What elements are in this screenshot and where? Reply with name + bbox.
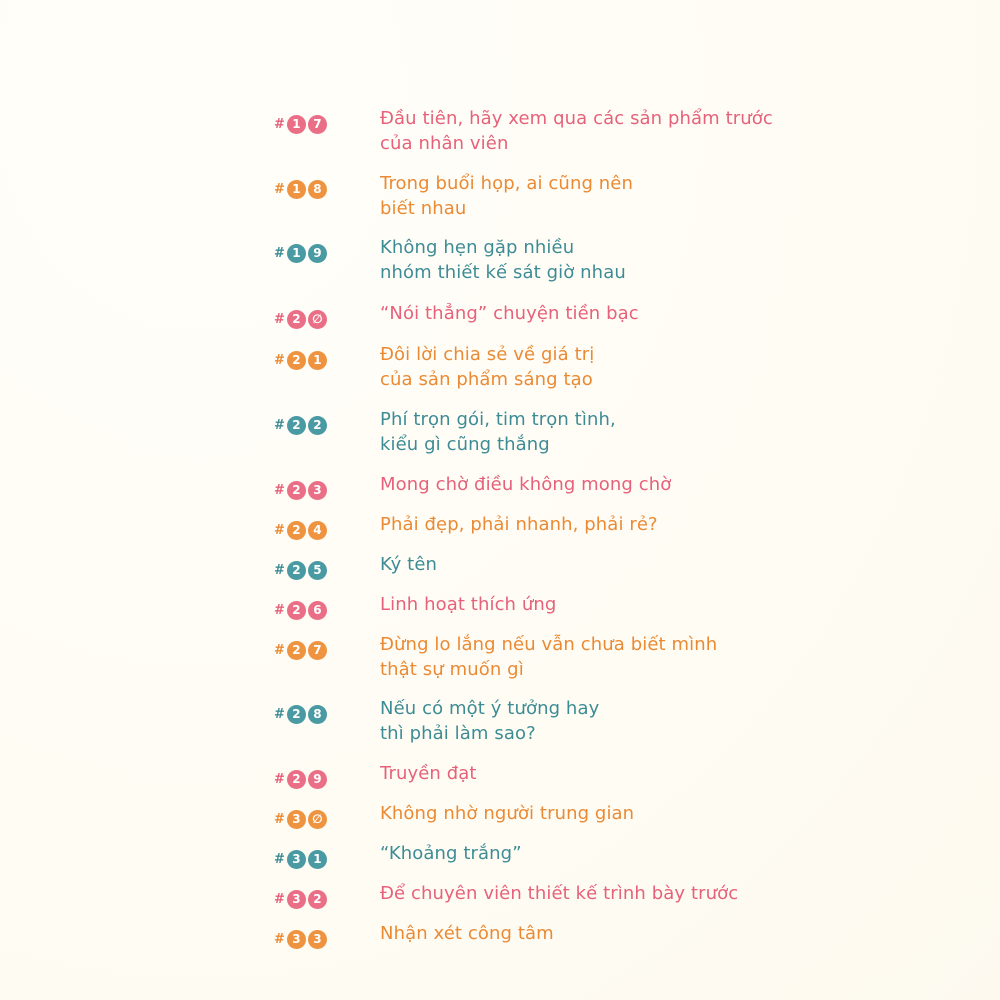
hash-symbol: # [274,116,284,132]
digit-circle: 2 [287,521,306,540]
chapter-title: Trong buổi họp, ai cũng nên biết nhau [380,173,633,219]
toc-entry [274,171,834,231]
hash-symbol: # [274,706,284,722]
chapter-number [274,112,329,136]
digit-circle: 1 [308,850,327,869]
chapter-number [274,887,329,911]
digit-circle: 2 [287,416,306,435]
chapter-number [274,177,329,201]
chapter-number [274,847,329,871]
digit-circle: 1 [287,180,306,199]
toc-entry [274,106,834,166]
hash-symbol: # [274,181,284,197]
chapter-number [274,307,329,331]
digit-circle: 2 [308,416,327,435]
chapter-number [274,518,329,542]
digit-circle: 2 [287,481,306,500]
digit-circle: 4 [308,521,327,540]
chapter-title: Nhận xét công tâm [380,923,554,944]
hash-symbol: # [274,811,284,827]
digit-circle: 9 [308,770,327,789]
digit-circle: 1 [287,244,306,263]
digit-circle: 6 [308,601,327,620]
digit-circle: 2 [287,351,306,370]
digit-circle: 1 [287,115,306,134]
chapter-number [274,558,329,582]
hash-symbol: # [274,417,284,433]
hash-symbol: # [274,311,284,327]
chapter-title: Phải đẹp, phải nhanh, phải rẻ? [380,514,658,535]
hash-symbol: # [274,352,284,368]
chapter-number [274,927,329,951]
hash-symbol: # [274,245,284,261]
digit-circle: 3 [308,930,327,949]
chapter-number [274,348,329,372]
digit-circle: 3 [287,930,306,949]
digit-circle: 3 [287,810,306,829]
digit-circle: 2 [287,310,306,329]
chapter-title: Phí trọn gói, tim trọn tình, kiểu gì cũng thắng [380,409,616,455]
digit-circle: 2 [308,890,327,909]
digit-circle: 2 [287,601,306,620]
chapter-number [274,702,329,726]
digit-circle: 7 [308,115,327,134]
toc-entry [274,632,834,692]
chapter-number [274,598,329,622]
toc-entry [274,342,834,402]
digit-circle: 1 [308,351,327,370]
chapter-number [274,638,329,662]
digit-circle: 5 [308,561,327,580]
digit-circle: 2 [287,705,306,724]
hash-symbol: # [274,931,284,947]
digit-circle: 8 [308,180,327,199]
hash-symbol: # [274,851,284,867]
digit-circle: 3 [308,481,327,500]
toc-entry [274,235,834,295]
toc-entry [274,921,834,981]
chapter-number [274,767,329,791]
chapter-title: Để chuyên viên thiết kế trình bày trước [380,883,739,904]
digit-circle: 9 [308,244,327,263]
toc-entry [274,696,834,756]
digit-circle: 8 [308,705,327,724]
chapter-number [274,807,329,831]
chapter-title: Đầu tiên, hãy xem qua các sản phẩm trước của nhân viên [380,108,773,154]
hash-symbol: # [274,562,284,578]
digit-circle: 2 [287,770,306,789]
chapter-title: Đôi lời chia sẻ về giá trị của sản phẩm sáng tạo [380,344,595,390]
digit-circle: 3 [287,890,306,909]
digit-circle: 2 [287,641,306,660]
chapter-number [274,478,329,502]
chapter-title: Không nhờ người trung gian [380,803,635,824]
toc-entry [274,407,834,467]
digit-circle: 7 [308,641,327,660]
digit-circle: ∅ [308,810,327,829]
digit-circle: 2 [287,561,306,580]
chapter-title: Đừng lo lắng nếu vẫn chưa biết mình thật sự muốn gì [380,634,718,680]
hash-symbol: # [274,602,284,618]
chapter-title: Mong chờ điều không mong chờ [380,474,672,495]
chapter-number [274,413,329,437]
chapter-title: “Nói thẳng” chuyện tiền bạc [380,303,639,324]
chapter-title: Truyền đạt [380,763,477,784]
digit-circle: ∅ [308,310,327,329]
chapter-number [274,241,329,265]
chapter-title: “Khoảng trắng” [380,843,522,864]
hash-symbol: # [274,522,284,538]
chapter-title: Nếu có một ý tưởng hay thì phải làm sao? [380,698,600,744]
hash-symbol: # [274,891,284,907]
hash-symbol: # [274,482,284,498]
hash-symbol: # [274,771,284,787]
chapter-title: Linh hoạt thích ứng [380,594,557,615]
hash-symbol: # [274,642,284,658]
chapter-title: Không hẹn gặp nhiều nhóm thiết kế sát giờ nhau [380,237,626,283]
chapter-title: Ký tên [380,554,438,575]
digit-circle: 3 [287,850,306,869]
